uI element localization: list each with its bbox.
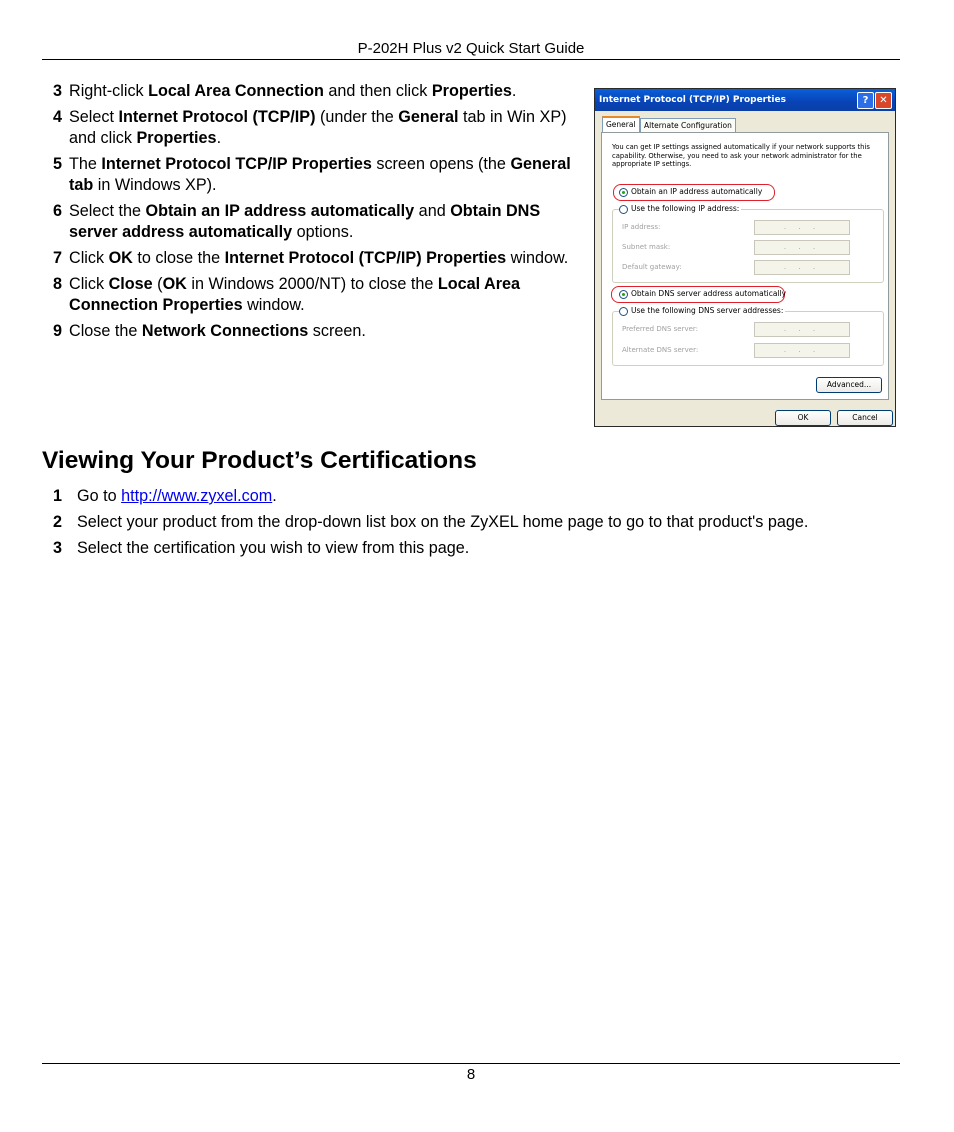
step-text-bold: Close (108, 275, 153, 293)
step-text-bold: Properties (431, 82, 512, 100)
zyxel-link[interactable]: http://www.zyxel.com (121, 487, 273, 505)
step-item (53, 107, 583, 149)
step-text-run: . (272, 487, 277, 505)
step-text-run: Right-click (69, 82, 149, 100)
step-text-run: Click (69, 249, 109, 267)
step-item (53, 321, 583, 342)
step-text-run: in Windows 2000/NT) to close the (186, 275, 438, 293)
step-number: 9 (53, 322, 63, 340)
general-tab-panel (601, 132, 889, 400)
instruction-steps (53, 81, 583, 347)
step-item (53, 512, 913, 533)
step-text (69, 107, 583, 149)
step-text-bold: OK (108, 249, 133, 267)
step-item (53, 538, 913, 559)
step-text-run: ( (152, 275, 163, 293)
obtain-dns-radio[interactable] (619, 289, 786, 299)
step-text (77, 538, 913, 559)
step-text-bold: General (398, 108, 459, 126)
radio-on-icon (619, 290, 628, 299)
page-header-title: P-202H Plus v2 Quick Start Guide (357, 40, 585, 57)
step-item (53, 201, 583, 243)
step-text-run: window. (242, 296, 305, 314)
step-text (69, 154, 583, 196)
radio-off-icon (619, 307, 628, 316)
preferred-dns-field[interactable]: . . . (754, 322, 850, 337)
ip-address-label: IP address: (622, 223, 661, 231)
ok-button[interactable]: OK (775, 410, 831, 426)
page-number: 8 (466, 1066, 476, 1083)
step-number: 8 (53, 275, 63, 293)
advanced-button[interactable]: Advanced... (816, 377, 882, 393)
step-text-bold: Internet Protocol (TCP/IP) Properties (224, 249, 507, 267)
step-text (69, 274, 583, 316)
step-text-bold: Internet Protocol TCP/IP Properties (101, 155, 372, 173)
subnet-mask-label: Subnet mask: (622, 243, 671, 251)
use-dns-radio[interactable] (619, 306, 785, 316)
step-number: 3 (53, 539, 63, 557)
step-text-run: Close the (69, 322, 142, 340)
default-gateway-field[interactable]: . . . (754, 260, 850, 275)
step-text-run: screen opens (the (371, 155, 511, 173)
use-ip-radio[interactable] (619, 204, 741, 214)
obtain-ip-radio[interactable] (619, 187, 762, 197)
dialog-title: Internet Protocol (TCP/IP) Properties (599, 95, 786, 105)
step-number: 1 (53, 487, 63, 505)
step-item (53, 274, 583, 316)
step-item (53, 81, 583, 102)
step-text-run: Click (69, 275, 109, 293)
step-text-run: Select the certification you wish to view from this page. (77, 539, 470, 557)
section-title: Viewing Your Product’s Certifications (42, 447, 477, 474)
step-text-run: . (511, 82, 517, 100)
step-text-bold: Local Area Connection Properties (69, 275, 521, 314)
step-text-run: tab in Win XP) and click (69, 108, 567, 147)
step-text-run: Select your product from the drop-down list box on the ZyXEL home page to go to that product's page. (77, 513, 809, 531)
step-number: 6 (53, 202, 63, 220)
ip-address-field[interactable]: . . . (754, 220, 850, 235)
step-text-bold: Obtain DNS server address automatically (69, 202, 541, 241)
step-text-run: options. (292, 223, 354, 241)
step-text-bold: OK (162, 275, 187, 293)
preferred-dns-label: Preferred DNS server: (622, 325, 699, 333)
step-text-bold: Internet Protocol (TCP/IP) (118, 108, 316, 126)
step-text-bold: Obtain an IP address automatically (145, 202, 415, 220)
header-rule (42, 59, 900, 60)
help-icon[interactable]: ? (857, 92, 874, 109)
tab-general[interactable]: General (602, 116, 640, 134)
step-item (53, 248, 583, 269)
step-number: 7 (53, 249, 63, 267)
step-text-run: The (69, 155, 102, 173)
step-text (69, 81, 583, 102)
step-text-run: . (216, 129, 222, 147)
step-text-bold: Network Connections (141, 322, 309, 340)
step-number: 5 (53, 155, 63, 173)
tab-alternate-configuration[interactable]: Alternate Configuration (640, 118, 736, 133)
use-dns-label: Use the following DNS server addresses: (631, 306, 784, 315)
cancel-button[interactable]: Cancel (837, 410, 893, 426)
step-text (77, 486, 913, 507)
step-text (69, 248, 583, 269)
step-text-run: and (414, 202, 451, 220)
step-text (69, 201, 583, 243)
step-text-run: Select the (69, 202, 146, 220)
certification-steps (53, 486, 913, 564)
step-number: 3 (53, 82, 63, 100)
step-text-run: window. (506, 249, 569, 267)
step-text-bold: Local Area Connection (148, 82, 324, 100)
step-text-run: in Windows XP). (93, 176, 217, 194)
footer-rule (42, 1063, 900, 1064)
alternate-dns-label: Alternate DNS server: (622, 346, 699, 354)
step-text-run: screen. (308, 322, 366, 340)
step-item (53, 486, 913, 507)
step-text-run: Go to (77, 487, 122, 505)
step-text (77, 512, 913, 533)
intro-text: You can get IP settings assigned automatically if your network supports this capability. Otherwise, you need to ask your network administrator for the appropriate IP settings. (612, 143, 870, 168)
step-text-run: (under the (315, 108, 399, 126)
close-icon[interactable]: ✕ (875, 92, 892, 109)
tcpip-properties-dialog (594, 88, 896, 427)
step-item (53, 154, 583, 196)
dialog-title-bar (595, 89, 895, 111)
step-text-run: and then click (323, 82, 432, 100)
step-text (69, 321, 583, 342)
step-text-run: to close the (132, 249, 225, 267)
step-number: 4 (53, 108, 63, 126)
radio-off-icon (619, 205, 628, 214)
default-gateway-label: Default gateway: (622, 263, 682, 271)
alternate-dns-field[interactable]: . . . (754, 343, 850, 358)
obtain-dns-label: Obtain DNS server address automatically (631, 289, 787, 298)
subnet-mask-field[interactable]: . . . (754, 240, 850, 255)
step-text-bold: Properties (136, 129, 217, 147)
obtain-ip-label: Obtain an IP address automatically (631, 187, 763, 196)
step-number: 2 (53, 513, 63, 531)
step-text-run: Select (69, 108, 119, 126)
step-text-bold: General tab (69, 155, 571, 194)
radio-on-icon (619, 188, 628, 197)
use-ip-label: Use the following IP address: (631, 204, 740, 213)
